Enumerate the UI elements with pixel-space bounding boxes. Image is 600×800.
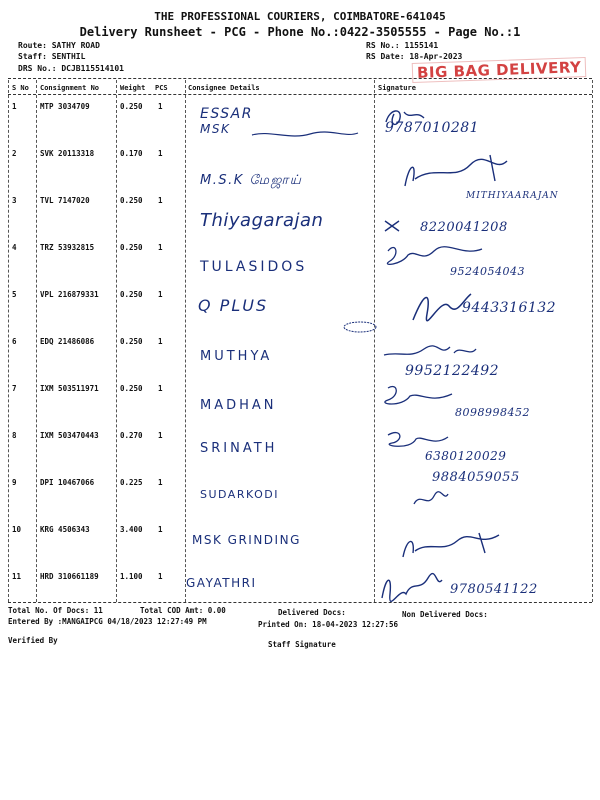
table-row [0, 98, 600, 145]
big-bag-delivery-stamp: BIG BAG DELIVERY [412, 57, 587, 83]
row-weight: 0.250 [120, 243, 143, 252]
row-sno: 3 [12, 196, 17, 205]
row-consignment: EDQ 21486086 [40, 337, 95, 346]
table-row [0, 380, 600, 427]
row-consignee: SUDARKODI [200, 488, 279, 501]
row-signature-text: 9524054043 [450, 265, 525, 278]
col-header-signature: Signature [378, 84, 416, 92]
handwritten-signature [380, 106, 440, 128]
col-header-consignment: Consignment No [40, 84, 100, 92]
row-sno: 7 [12, 384, 17, 393]
handwritten-signature [382, 241, 502, 267]
row-signature-text: 8220041208 [420, 220, 508, 235]
row-signature-text: 8098998452 [455, 406, 530, 419]
col-header-consignee: Consignee Details [188, 84, 260, 92]
row-pcs: 1 [158, 196, 163, 205]
staff-label: Staff: SENTHIL [18, 52, 86, 61]
handwritten-signature [380, 341, 480, 363]
row-pcs: 1 [158, 384, 163, 393]
staff-signature: Staff Signature [268, 640, 336, 649]
row-pcs: 1 [158, 149, 163, 158]
row-weight: 0.270 [120, 431, 143, 440]
row-sno: 10 [12, 525, 22, 534]
cross-mark [382, 218, 402, 234]
entered-by: Entered By :MANGAIPCG 04/18/2023 12:27:49 PM [8, 617, 207, 626]
divider [8, 94, 592, 95]
row-consignee: Q PLUS [198, 296, 269, 315]
row-consignee: ESSAR [200, 106, 253, 122]
row-consignment: KRG 4506343 [40, 525, 90, 534]
row-sno: 1 [12, 102, 17, 111]
row-sno: 4 [12, 243, 17, 252]
row-sno: 9 [12, 478, 17, 487]
row-pcs: 1 [158, 337, 163, 346]
total-docs: Total No. Of Docs: 11 [8, 606, 103, 615]
table-row [0, 521, 600, 568]
col-header-sno: S No [12, 84, 29, 92]
row-pcs: 1 [158, 290, 163, 299]
scribble-mark [340, 320, 380, 334]
row-consignee: MUTHYA [200, 349, 273, 364]
table-row [0, 470, 600, 521]
rs-date: RS Date: 18-Apr-2023 [366, 52, 463, 61]
row-signature-text: 9787010281 [385, 120, 480, 136]
row-consignment: TRZ 53932815 [40, 243, 95, 252]
row-consignment: IXM 503470443 [40, 431, 99, 440]
row-weight: 0.250 [120, 196, 143, 205]
row-signature-text: MITHIYAARAJAN [466, 191, 559, 201]
rs-number: RS No.: 1155141 [366, 41, 439, 50]
row-pcs: 1 [158, 431, 163, 440]
table-row [0, 239, 600, 286]
row-consignee: TULASIDOS [200, 259, 308, 275]
strike-scribble [250, 130, 360, 140]
row-sno: 8 [12, 431, 17, 440]
row-consignment: IXM 503511971 [40, 384, 99, 393]
handwritten-signature [410, 488, 450, 510]
verified-by: Verified By [8, 636, 58, 645]
row-weight: 0.225 [120, 478, 143, 487]
row-signature-text: 9884059055 [432, 470, 520, 485]
runsheet-title: Delivery Runsheet - PCG - Phone No.:0422-3505555 - Page No.:1 [79, 25, 521, 39]
row-weight: 1.100 [120, 572, 143, 581]
row-weight: 0.250 [120, 102, 143, 111]
row-pcs: 1 [158, 478, 163, 487]
row-weight: 0.250 [120, 337, 143, 346]
row-consignment: VPL 216879331 [40, 290, 99, 299]
table-row [0, 427, 600, 474]
row-consignee: MADHAN [200, 398, 277, 413]
drs-number: DRS No.: DCJB115514101 [18, 64, 124, 73]
row-signature-text: 9443316132 [462, 300, 557, 316]
handwritten-signature [380, 382, 460, 412]
handwritten-signature [395, 151, 525, 191]
row-consignee: M.S.K மேஜாய் [200, 173, 303, 188]
row-consignee-extra: MSK [200, 122, 231, 136]
company-title: THE PROFESSIONAL COURIERS, COIMBATORE-641045 [154, 10, 446, 23]
row-sno: 6 [12, 337, 17, 346]
row-consignee: MSK GRINDING [192, 533, 301, 547]
row-sno: 11 [12, 572, 22, 581]
route-label: Route: SATHY ROAD [18, 41, 100, 50]
row-consignee: Thiyagarajan [200, 210, 324, 231]
col-header-weight: Weight [120, 84, 146, 92]
row-consignment: TVL 7147020 [40, 196, 90, 205]
row-weight: 0.250 [120, 290, 143, 299]
row-consignment: SVK 20113318 [40, 149, 95, 158]
row-consignment: DPI 10467066 [40, 478, 95, 487]
row-signature-text: 6380120029 [425, 449, 507, 463]
table-row [0, 333, 600, 380]
row-pcs: 1 [158, 102, 163, 111]
col-header-pcs: PCS [155, 84, 168, 92]
printed-on: Printed On: 18-04-2023 12:27:56 [258, 620, 398, 629]
row-signature-text: 9952122492 [405, 363, 500, 379]
row-pcs: 1 [158, 572, 163, 581]
row-consignee: GAYATHRI [186, 576, 257, 590]
row-consignment: MTP 3034709 [40, 102, 90, 111]
non-delivered-docs: Non Delivered Docs: [402, 610, 488, 619]
row-pcs: 1 [158, 525, 163, 534]
row-signature-text: 9780541122 [450, 582, 538, 597]
row-weight: 3.400 [120, 525, 143, 534]
row-consignment: HRD 310661189 [40, 572, 99, 581]
row-pcs: 1 [158, 243, 163, 252]
delivered-docs: Delivered Docs: [278, 608, 346, 617]
row-sno: 2 [12, 149, 17, 158]
divider [8, 78, 592, 79]
handwritten-signature [395, 527, 505, 561]
row-consignee: SRINATH [200, 441, 278, 456]
row-sno: 5 [12, 290, 17, 299]
total-cod: Total COD Amt: 0.00 [140, 606, 226, 615]
table-row [0, 192, 600, 239]
handwritten-signature [376, 568, 446, 602]
row-weight: 0.250 [120, 384, 143, 393]
table-row [0, 286, 600, 333]
row-weight: 0.170 [120, 149, 143, 158]
